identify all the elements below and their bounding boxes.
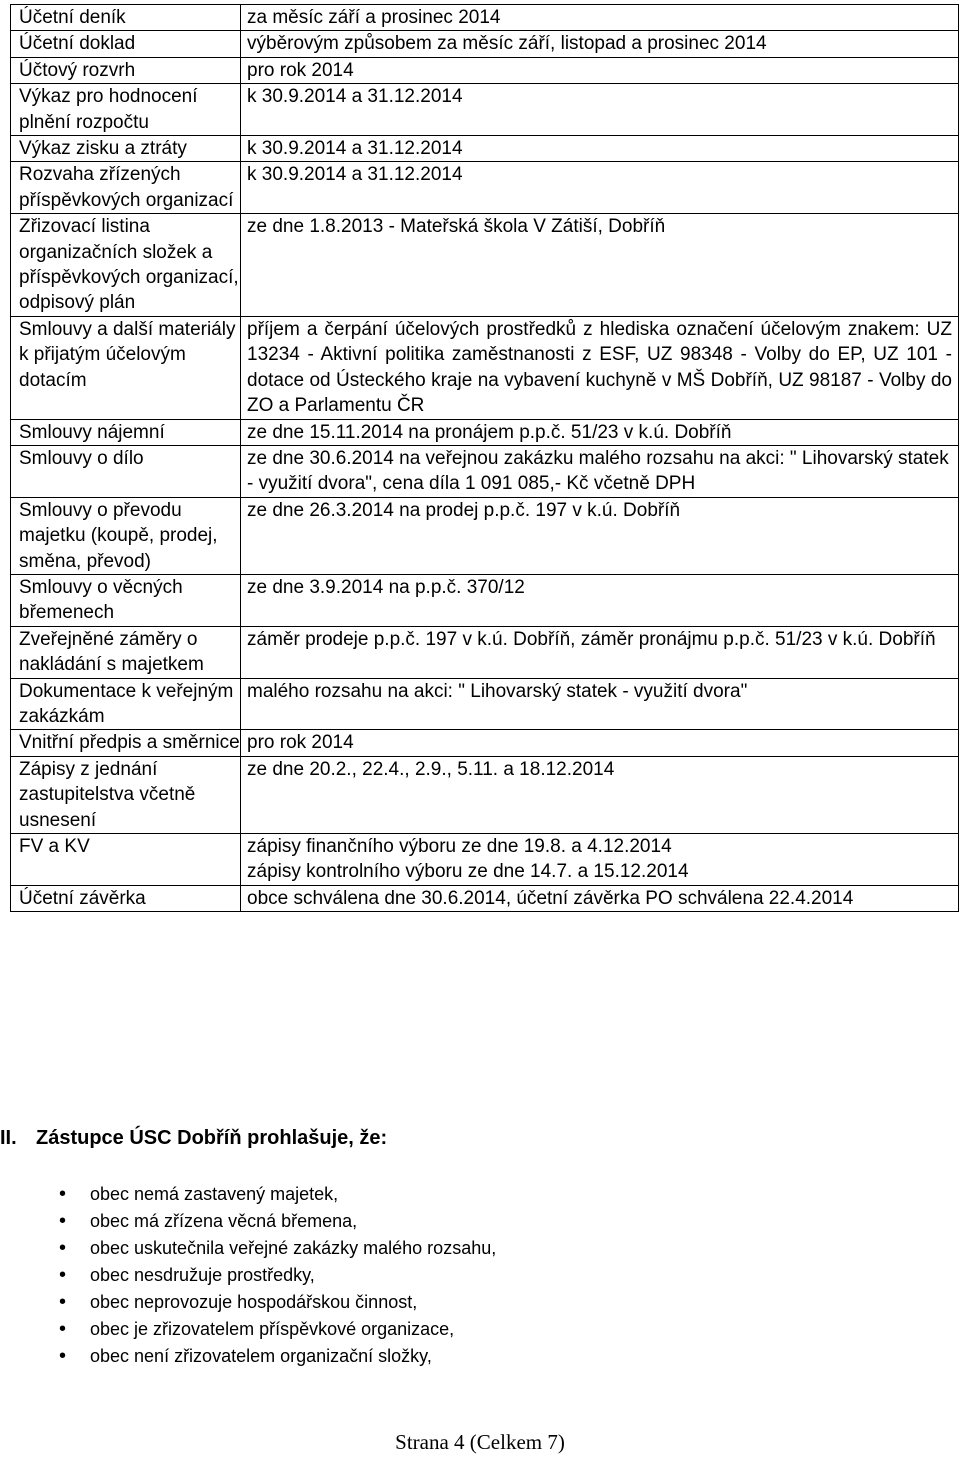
row-label: Účetní závěrka bbox=[11, 885, 241, 911]
row-value: výběrovým způsobem za měsíc září, listopad a prosinec 2014 bbox=[241, 31, 959, 57]
row-value: pro rok 2014 bbox=[241, 730, 959, 756]
table-row bbox=[11, 885, 959, 911]
row-label: Výkaz zisku a ztráty bbox=[11, 136, 241, 162]
row-label: FV a KV bbox=[11, 834, 241, 886]
list-item: • obec není zřizovatelem organizační složky, bbox=[90, 1343, 496, 1370]
row-label: Smlouvy nájemní bbox=[11, 419, 241, 445]
row-label: Dokumentace k veřejným zakázkám bbox=[11, 678, 241, 730]
table-row bbox=[11, 834, 959, 886]
row-value: ze dne 20.2., 22.4., 2.9., 5.11. a 18.12.2014 bbox=[241, 756, 959, 833]
table-row bbox=[11, 626, 959, 678]
table-row bbox=[11, 31, 959, 57]
row-label: Vnitřní předpis a směrnice bbox=[11, 730, 241, 756]
document-table bbox=[10, 4, 959, 912]
page-footer: Strana 4 (Celkem 7) bbox=[395, 1430, 565, 1454]
row-value: za měsíc září a prosinec 2014 bbox=[241, 5, 959, 31]
row-value: k 30.9.2014 a 31.12.2014 bbox=[241, 162, 959, 214]
table-row bbox=[11, 214, 959, 317]
list-item: • obec uskutečnila veřejné zakázky malého rozsahu, bbox=[90, 1235, 496, 1262]
row-label: Smlouvy o převodu majetku (koupě, prodej, směna, převod) bbox=[11, 497, 241, 574]
table-row bbox=[11, 162, 959, 214]
row-label: Výkaz pro hodnocení plnění rozpočtu bbox=[11, 84, 241, 136]
row-label: Rozvaha zřízených příspěvkových organizací bbox=[11, 162, 241, 214]
row-value: pro rok 2014 bbox=[241, 57, 959, 83]
table-row bbox=[11, 57, 959, 83]
table-row bbox=[11, 678, 959, 730]
list-item: • obec nemá zastavený majetek, bbox=[90, 1181, 496, 1208]
row-value: k 30.9.2014 a 31.12.2014 bbox=[241, 84, 959, 136]
section-number: II. bbox=[0, 1127, 17, 1149]
table-row bbox=[11, 419, 959, 445]
table-row bbox=[11, 756, 959, 833]
row-value: ze dne 3.9.2014 na p.p.č. 370/12 bbox=[241, 574, 959, 626]
row-value: ze dne 15.11.2014 na pronájem p.p.č. 51/23 v k.ú. Dobříň bbox=[241, 419, 959, 445]
row-label: Smlouvy o věcných břemenech bbox=[11, 574, 241, 626]
table-row bbox=[11, 497, 959, 574]
row-label: Zřizovací listina organizačních složek a příspěvkových organizací, odpisový plán bbox=[11, 214, 241, 317]
row-label: Účetní deník bbox=[11, 5, 241, 31]
row-label: Účtový rozvrh bbox=[11, 57, 241, 83]
section-heading bbox=[0, 1127, 387, 1150]
list-item: • obec nesdružuje prostředky, bbox=[90, 1262, 496, 1289]
row-value: ze dne 30.6.2014 na veřejnou zakázku malého rozsahu na akci: " Lihovarský statek - využití dvora", cena díla 1 091 085,- Kč včetně DPH bbox=[241, 445, 959, 497]
list-item: • obec je zřizovatelem příspěvkové organizace, bbox=[90, 1316, 496, 1343]
row-value bbox=[241, 834, 959, 886]
row-value: obce schválena dne 30.6.2014, účetní závěrka PO schválena 22.4.2014 bbox=[241, 885, 959, 911]
table-row bbox=[11, 316, 959, 419]
row-label: Účetní doklad bbox=[11, 31, 241, 57]
table-row bbox=[11, 730, 959, 756]
list-item: • obec neprovozuje hospodářskou činnost, bbox=[90, 1289, 496, 1316]
section-title: Zástupce ÚSC Dobříň prohlašuje, že: bbox=[36, 1127, 388, 1149]
row-value: záměr prodeje p.p.č. 197 v k.ú. Dobříň, záměr pronájmu p.p.č. 51/23 v k.ú. Dobříň bbox=[241, 626, 959, 678]
list-item: • obec má zřízena věcná břemena, bbox=[90, 1208, 496, 1235]
table-row bbox=[11, 5, 959, 31]
row-label: Smlouvy a další materiály k přijatým účelovým dotacím bbox=[11, 316, 241, 419]
row-label: Smlouvy o dílo bbox=[11, 445, 241, 497]
row-label: Zveřejněné záměry o nakládání s majetkem bbox=[11, 626, 241, 678]
row-value: ze dne 26.3.2014 na prodej p.p.č. 197 v k.ú. Dobříň bbox=[241, 497, 959, 574]
row-value: malého rozsahu na akci: " Lihovarský statek - využití dvora" bbox=[241, 678, 959, 730]
row-value-line: zápisy kontrolního výboru ze dne 14.7. a 15.12.2014 bbox=[247, 861, 689, 883]
table-row bbox=[11, 574, 959, 626]
table-row bbox=[11, 445, 959, 497]
row-label: Zápisy z jednání zastupitelstva včetně usnesení bbox=[11, 756, 241, 833]
statement-list bbox=[90, 1181, 496, 1370]
row-value-line: zápisy finančního výboru ze dne 19.8. a 4.12.2014 bbox=[247, 836, 672, 857]
row-value: ze dne 1.8.2013 - Mateřská škola V Zátiší, Dobříň bbox=[241, 214, 959, 317]
table-row bbox=[11, 84, 959, 136]
table-row bbox=[11, 136, 959, 162]
row-value: příjem a čerpání účelových prostředků z hlediska označení účelovým znakem: UZ 13234 - Aktivní politika zaměstnanosti z ESF, UZ 98348 - Volby do EP, UZ 101 - dotace od Ústeckého kraje na vybavení kuchyně v MŠ Dobříň, UZ 98187 - Volby do ZO a Parlamentu ČR bbox=[241, 316, 959, 419]
row-value: k 30.9.2014 a 31.12.2014 bbox=[241, 136, 959, 162]
